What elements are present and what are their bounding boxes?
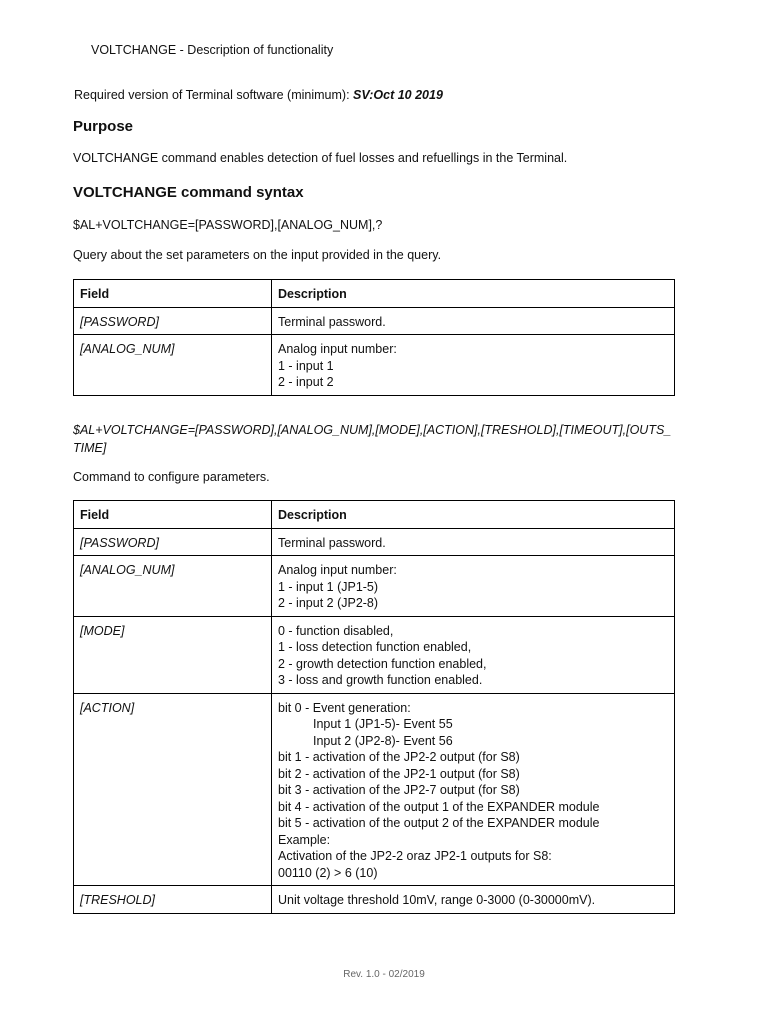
- table-row: [74, 693, 675, 886]
- description-cell: [272, 335, 675, 396]
- syntax-heading: VOLTCHANGE command syntax: [73, 184, 304, 201]
- description-line: Analog input number:: [278, 342, 397, 356]
- field-cell: [ANALOG_NUM]: [74, 556, 272, 617]
- query-description: Query about the set parameters on the input provided in the query.: [73, 248, 442, 262]
- description-line: bit 1 - activation of the JP2-2 output (for S8): [278, 750, 520, 764]
- description-cell: [272, 616, 675, 693]
- field-cell: [PASSWORD]: [74, 307, 272, 335]
- description-line: 1 - input 1 (JP1-5): [278, 579, 379, 594]
- table-row: [74, 616, 675, 693]
- field-cell: [ANALOG_NUM]: [74, 335, 272, 396]
- column-header-field: Field: [74, 501, 272, 529]
- table-row: [74, 307, 675, 335]
- column-header-field: Field: [74, 280, 272, 308]
- table-row: [74, 528, 675, 556]
- description-cell: [272, 556, 675, 617]
- description-line: 00110 (2) > 6 (10): [278, 865, 378, 880]
- description-line: bit 0 - Event generation:: [278, 700, 411, 715]
- field-cell: [TRESHOLD]: [74, 886, 272, 914]
- description-line: 1 - input 1: [278, 358, 334, 373]
- description-line: 1 - loss detection function enabled,: [278, 640, 472, 654]
- description-line: Input 1 (JP1-5)- Event 55: [313, 717, 453, 731]
- description-line: 2 - input 2: [278, 375, 334, 389]
- purpose-text: VOLTCHANGE command enables detection of fuel losses and refuellings in the Terminal.: [73, 151, 568, 165]
- table-row: [74, 335, 675, 396]
- description-line: 2 - input 2 (JP2-8): [278, 596, 379, 610]
- description-line: 2 - growth detection function enabled,: [278, 656, 487, 671]
- description-line: Unit voltage threshold 10mV, range 0-3000 (0-30000mV).: [278, 893, 596, 907]
- column-header-description: Description: [272, 280, 675, 308]
- description-line: Terminal password.: [278, 314, 386, 329]
- description-line: bit 4 - activation of the output 1 of the EXPANDER module: [278, 799, 600, 814]
- table-row: [74, 886, 675, 914]
- description-cell: [272, 886, 675, 914]
- description-line: 0 - function disabled,: [278, 623, 394, 638]
- query-command: $AL+VOLTCHANGE=[PASSWORD],[ANALOG_NUM],?: [73, 218, 383, 232]
- description-line: Activation of the JP2-2 oraz JP2-1 outputs for S8:: [278, 849, 552, 863]
- column-header-description: Description: [272, 501, 675, 529]
- config-parameters-table: [73, 500, 675, 914]
- description-cell: [272, 528, 675, 556]
- query-parameters-table: [73, 279, 675, 396]
- required-version-value: SV:Oct 10 2019: [353, 88, 443, 102]
- description-line: Example:: [278, 832, 331, 847]
- description-line: bit 3 - activation of the JP2-7 output (for S8): [278, 783, 520, 797]
- table-row: [74, 556, 675, 617]
- config-command: $AL+VOLTCHANGE=[PASSWORD],[ANALOG_NUM],[MODE],[ACTION],[TRESHOLD],[TIMEOUT],[OUTS_TIME]: [73, 423, 672, 455]
- table-header-row: [74, 280, 675, 308]
- description-line: 3 - loss and growth function enabled.: [278, 673, 483, 687]
- description-line: bit 5 - activation of the output 2 of the EXPANDER module: [278, 816, 600, 830]
- description-line: Analog input number:: [278, 563, 397, 577]
- required-version-label: Required version of Terminal software (minimum):: [74, 88, 354, 102]
- description-line: bit 2 - activation of the JP2-1 output (for S8): [278, 766, 520, 781]
- description-line: Terminal password.: [278, 535, 386, 550]
- field-cell: [MODE]: [74, 616, 272, 693]
- field-cell: [PASSWORD]: [74, 528, 272, 556]
- field-cell: [ACTION]: [74, 693, 272, 886]
- required-version: [74, 88, 443, 102]
- page-footer-revision: Rev. 1.0 - 02/2019: [343, 969, 425, 980]
- description-cell: [272, 307, 675, 335]
- table-header-row: [74, 501, 675, 529]
- config-description: Command to configure parameters.: [73, 470, 270, 484]
- description-line: Input 2 (JP2-8)- Event 56: [313, 733, 453, 748]
- purpose-heading: Purpose: [73, 118, 134, 135]
- document-header-title: VOLTCHANGE - Description of functionality: [91, 43, 334, 57]
- description-cell: [272, 693, 675, 886]
